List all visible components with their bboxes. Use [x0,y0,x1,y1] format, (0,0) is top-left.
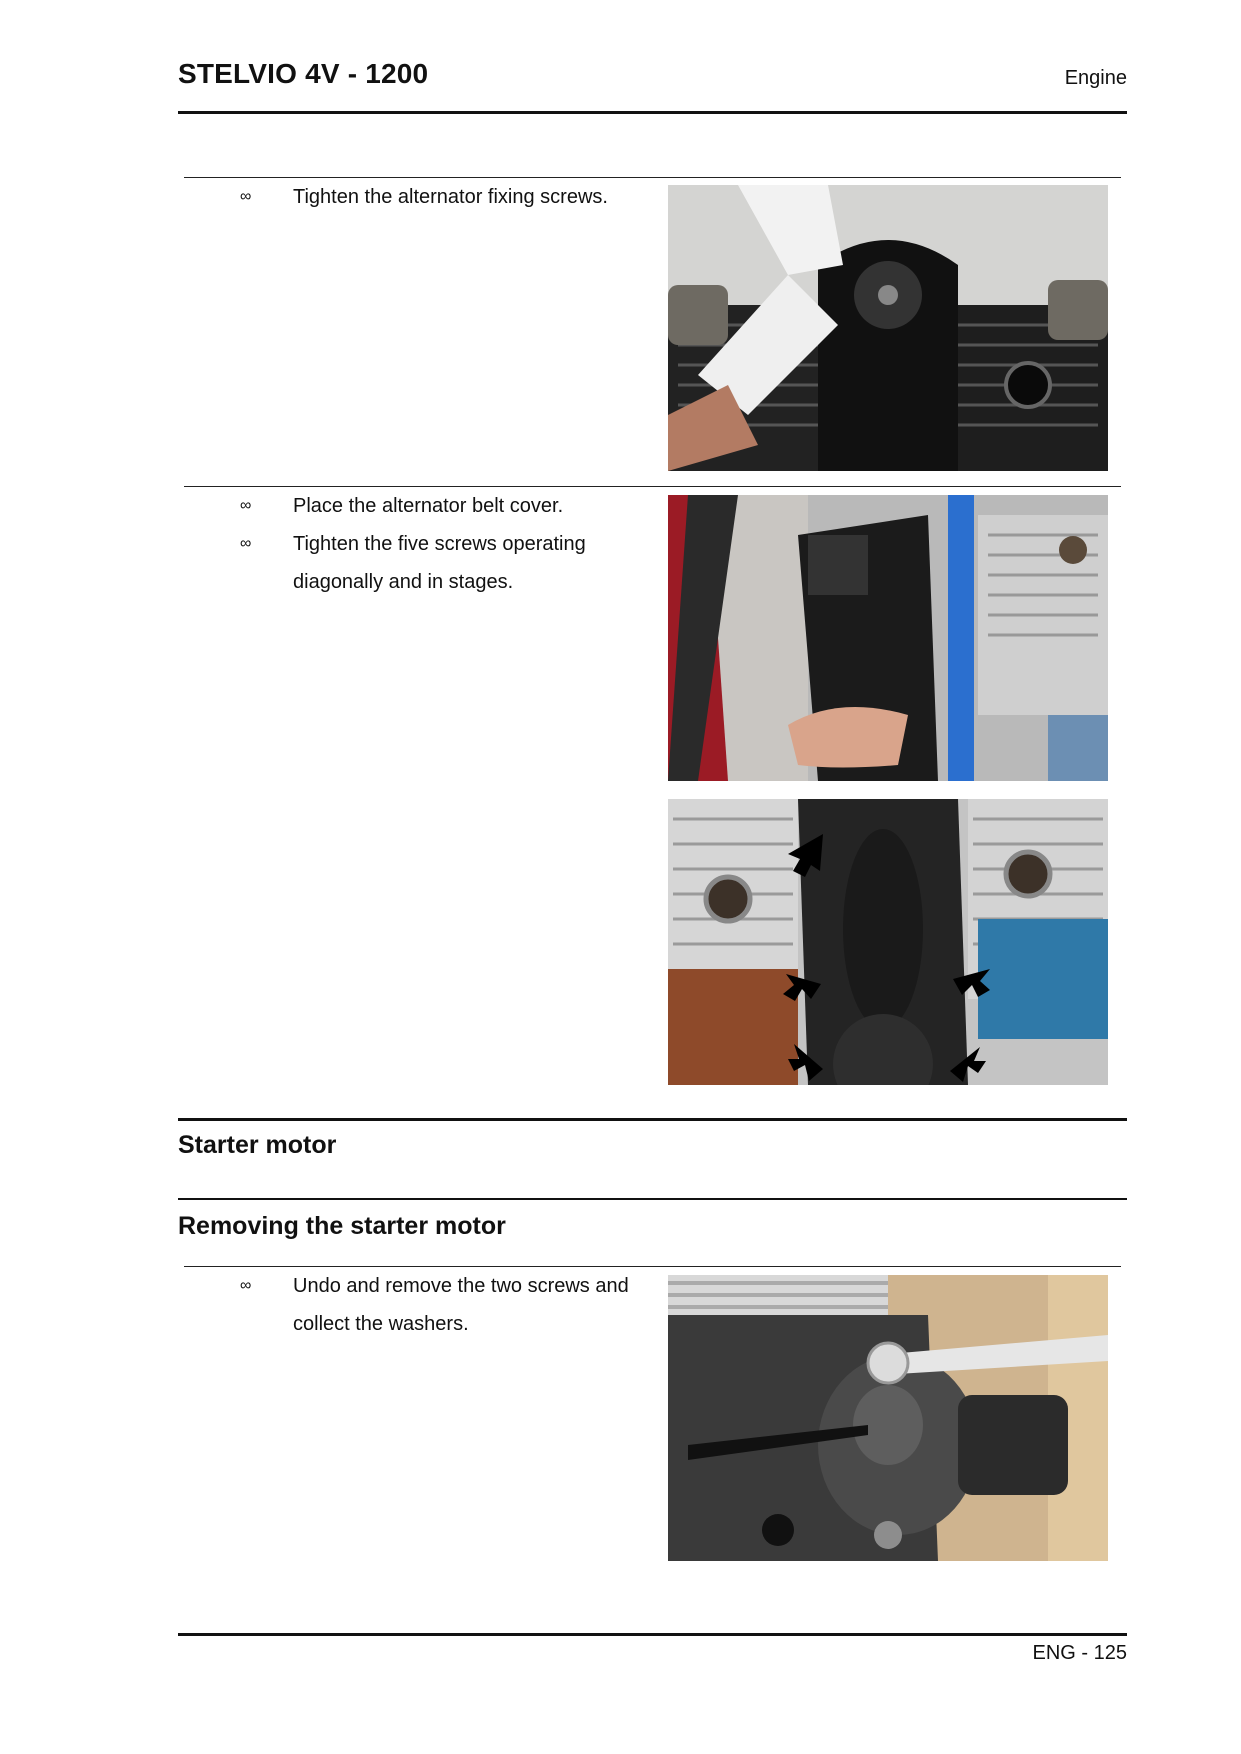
step-text: Tighten the five screws operating diagonally and in stages. [293,533,586,593]
step-text: Place the alternator belt cover. [293,495,564,517]
subsection-rule [178,1198,1127,1200]
section-label: Engine [1064,67,1127,89]
bullet-icon: ∞ [240,497,252,514]
bullet-icon: ∞ [240,1277,252,1294]
document-title: STELVIO 4V - 1200 [178,58,429,89]
starter-motor-photo [668,1275,1108,1561]
belt-cover-screws-photo [668,799,1108,1085]
step-text: Tighten the alternator fixing screws. [293,186,608,208]
section-rule [178,1118,1127,1121]
step-text: Undo and remove the two screws and collect the washers. [293,1275,629,1335]
belt-cover-photo [668,495,1108,781]
page-number: ENG - 125 [1032,1642,1127,1664]
bullet-icon: ∞ [240,535,252,552]
header-rule [178,111,1127,114]
engine-alternator-photo [668,185,1108,471]
subsection-heading: Removing the starter motor [178,1212,506,1240]
bullet-icon: ∞ [240,188,252,205]
section-heading: Starter motor [178,1131,337,1159]
footer-rule [178,1633,1127,1636]
